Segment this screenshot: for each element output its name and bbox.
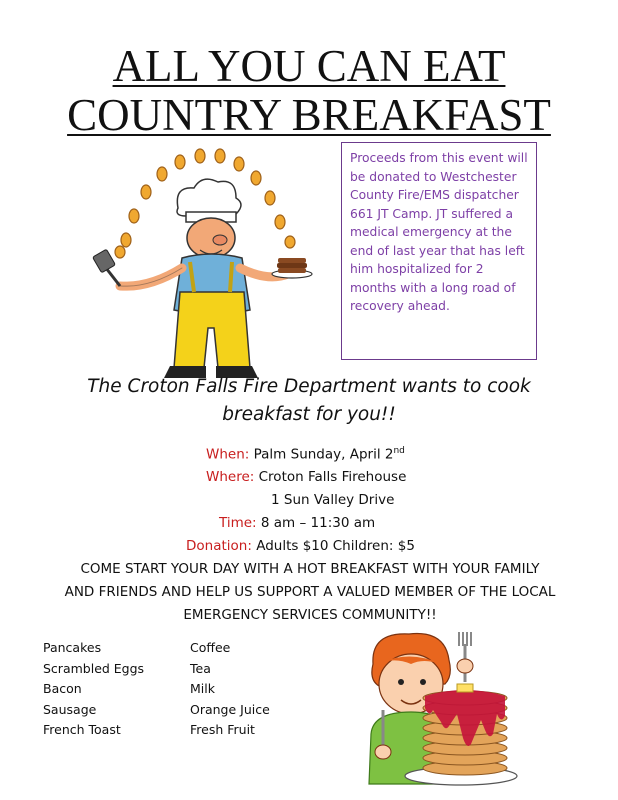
cta-line-3: EMERGENCY SERVICES COMMUNITY!!	[183, 607, 437, 623]
menu-item: Fresh Fruit	[190, 722, 255, 737]
donation-value: Adults $10 Children: $5	[256, 538, 415, 554]
menu-item: Sausage	[43, 701, 97, 717]
proceeds-text: Proceeds from this event will be donated to Westchester County Fire/EMS dispatcher 661 JT Camp. JT suffered a medical emergency at the end of last year that has left him hospitalized for 2 months with a long road of recovery ahead.	[350, 151, 528, 313]
address-value: 1 Sun Valley Drive	[271, 492, 395, 508]
when-label: When:	[206, 446, 250, 463]
menu-item: Orange Juice	[190, 701, 270, 717]
menu-item: French Toast	[43, 722, 121, 737]
time-row	[219, 515, 375, 531]
proceeds-donation-box	[341, 142, 537, 360]
food-menu-list	[43, 638, 144, 741]
child-eating-pancakes-illustration	[353, 624, 523, 789]
tagline-line-1: The Croton Falls Fire Department wants to cook	[87, 376, 531, 397]
tagline-line-2: breakfast for you!!	[222, 404, 396, 425]
when-date-suffix: nd	[393, 446, 405, 456]
when-value: Palm Sunday, April 2	[253, 446, 394, 463]
address-row	[271, 492, 394, 508]
time-label: Time:	[219, 515, 257, 531]
menu-item: Pancakes	[43, 640, 102, 655]
donation-row	[186, 538, 415, 554]
where-label: Where:	[206, 469, 255, 485]
donation-label: Donation:	[186, 538, 252, 554]
when-row	[206, 446, 405, 463]
where-row	[206, 469, 406, 485]
chef-juggling-illustration	[90, 142, 330, 382]
menu-item: Coffee	[190, 640, 231, 655]
cta-line-1: COME START YOUR DAY WITH A HOT BREAKFAST WITH YOUR FAMILY	[80, 561, 540, 577]
menu-item: Milk	[190, 681, 215, 696]
title-line-1: ALL YOU CAN EAT	[112, 41, 506, 91]
cta-line-2: AND FRIENDS AND HELP US SUPPORT A VALUED MEMBER OF THE LOCAL	[64, 584, 556, 600]
menu-item: Bacon	[43, 681, 82, 696]
where-value: Croton Falls Firehouse	[258, 469, 407, 485]
menu-item: Tea	[190, 660, 211, 676]
time-value: 8 am – 11:30 am	[260, 515, 376, 531]
drinks-menu-list	[190, 638, 270, 741]
title-line-2: COUNTRY BREAKFAST	[67, 90, 551, 140]
menu-item: Scrambled Eggs	[43, 660, 145, 676]
